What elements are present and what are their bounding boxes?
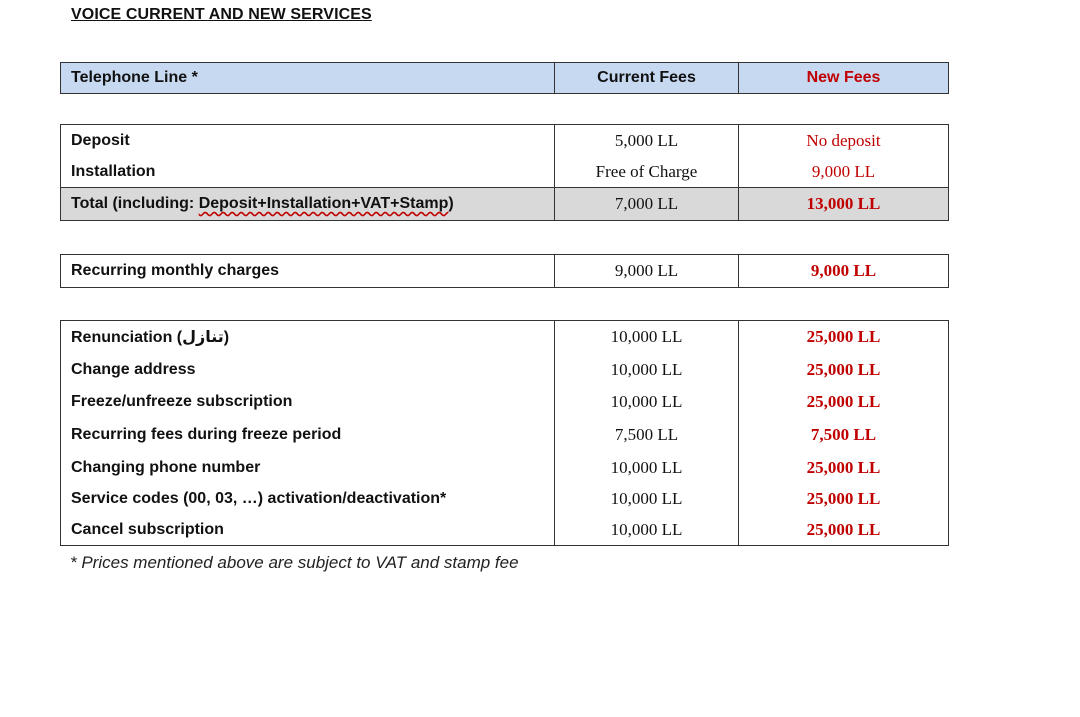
row-new-fee: No deposit: [739, 125, 949, 157]
table-row: [61, 515, 949, 546]
row-label: Recurring monthly charges: [61, 255, 555, 288]
row-current-fee: 9,000 LL: [555, 255, 739, 288]
row-new-fee: 25,000 LL: [739, 354, 949, 386]
header-current-fees: Current Fees: [555, 63, 739, 94]
header-table: [60, 62, 949, 94]
one-time-fees-table: [60, 124, 949, 221]
total-new-fee: 13,000 LL: [739, 188, 949, 221]
row-label: Change address: [61, 354, 555, 386]
row-label: Freeze/unfreeze subscription: [61, 386, 555, 419]
row-current-fee: 10,000 LL: [555, 354, 739, 386]
services-table: [60, 320, 949, 546]
row-label: Deposit: [61, 125, 555, 157]
header-new-fees: New Fees: [739, 63, 949, 94]
table-row: [61, 354, 949, 386]
table-row: [61, 321, 949, 354]
row-label: Renunciation (تنازل): [61, 321, 555, 354]
row-label: Recurring fees during freeze period: [61, 419, 555, 452]
row-new-fee: 25,000 LL: [739, 515, 949, 546]
row-current-fee: 10,000 LL: [555, 452, 739, 484]
table-header-row: [61, 63, 949, 94]
table-row: [61, 386, 949, 419]
row-new-fee: 25,000 LL: [739, 386, 949, 419]
total-current-fee: 7,000 LL: [555, 188, 739, 221]
table-row: [61, 452, 949, 484]
row-current-fee: Free of Charge: [555, 157, 739, 188]
page-title: VOICE CURRENT AND NEW SERVICES: [71, 6, 372, 23]
row-label: Changing phone number: [61, 452, 555, 484]
row-current-fee: 10,000 LL: [555, 515, 739, 546]
row-label: Cancel subscription: [61, 515, 555, 546]
row-new-fee: 25,000 LL: [739, 484, 949, 515]
table-row: [61, 125, 949, 157]
total-label-prefix: Total (including:: [71, 195, 199, 212]
row-current-fee: 5,000 LL: [555, 125, 739, 157]
header-item: Telephone Line *: [61, 63, 555, 94]
total-row: [61, 188, 949, 221]
row-new-fee: 7,500 LL: [739, 419, 949, 452]
total-label-suffix: ): [448, 195, 454, 212]
total-label-underlined: Deposit+Installation+VAT+Stamp: [198, 195, 449, 212]
table-row: [61, 255, 949, 288]
table-row: [61, 419, 949, 452]
row-new-fee: 25,000 LL: [739, 452, 949, 484]
row-label: Service codes (00, 03, …) activation/deactivation*: [61, 484, 555, 515]
row-new-fee: 9,000 LL: [739, 157, 949, 188]
recurring-charges-table: [60, 254, 949, 288]
total-label: [61, 188, 555, 221]
row-current-fee: 7,500 LL: [555, 419, 739, 452]
row-current-fee: 10,000 LL: [555, 484, 739, 515]
table-row: [61, 157, 949, 188]
footnote: * Prices mentioned above are subject to VAT and stamp fee: [70, 553, 519, 572]
row-new-fee: 9,000 LL: [739, 255, 949, 288]
row-new-fee: 25,000 LL: [739, 321, 949, 354]
table-row: [61, 484, 949, 515]
row-current-fee: 10,000 LL: [555, 321, 739, 354]
row-current-fee: 10,000 LL: [555, 386, 739, 419]
row-label: Installation: [61, 157, 555, 188]
